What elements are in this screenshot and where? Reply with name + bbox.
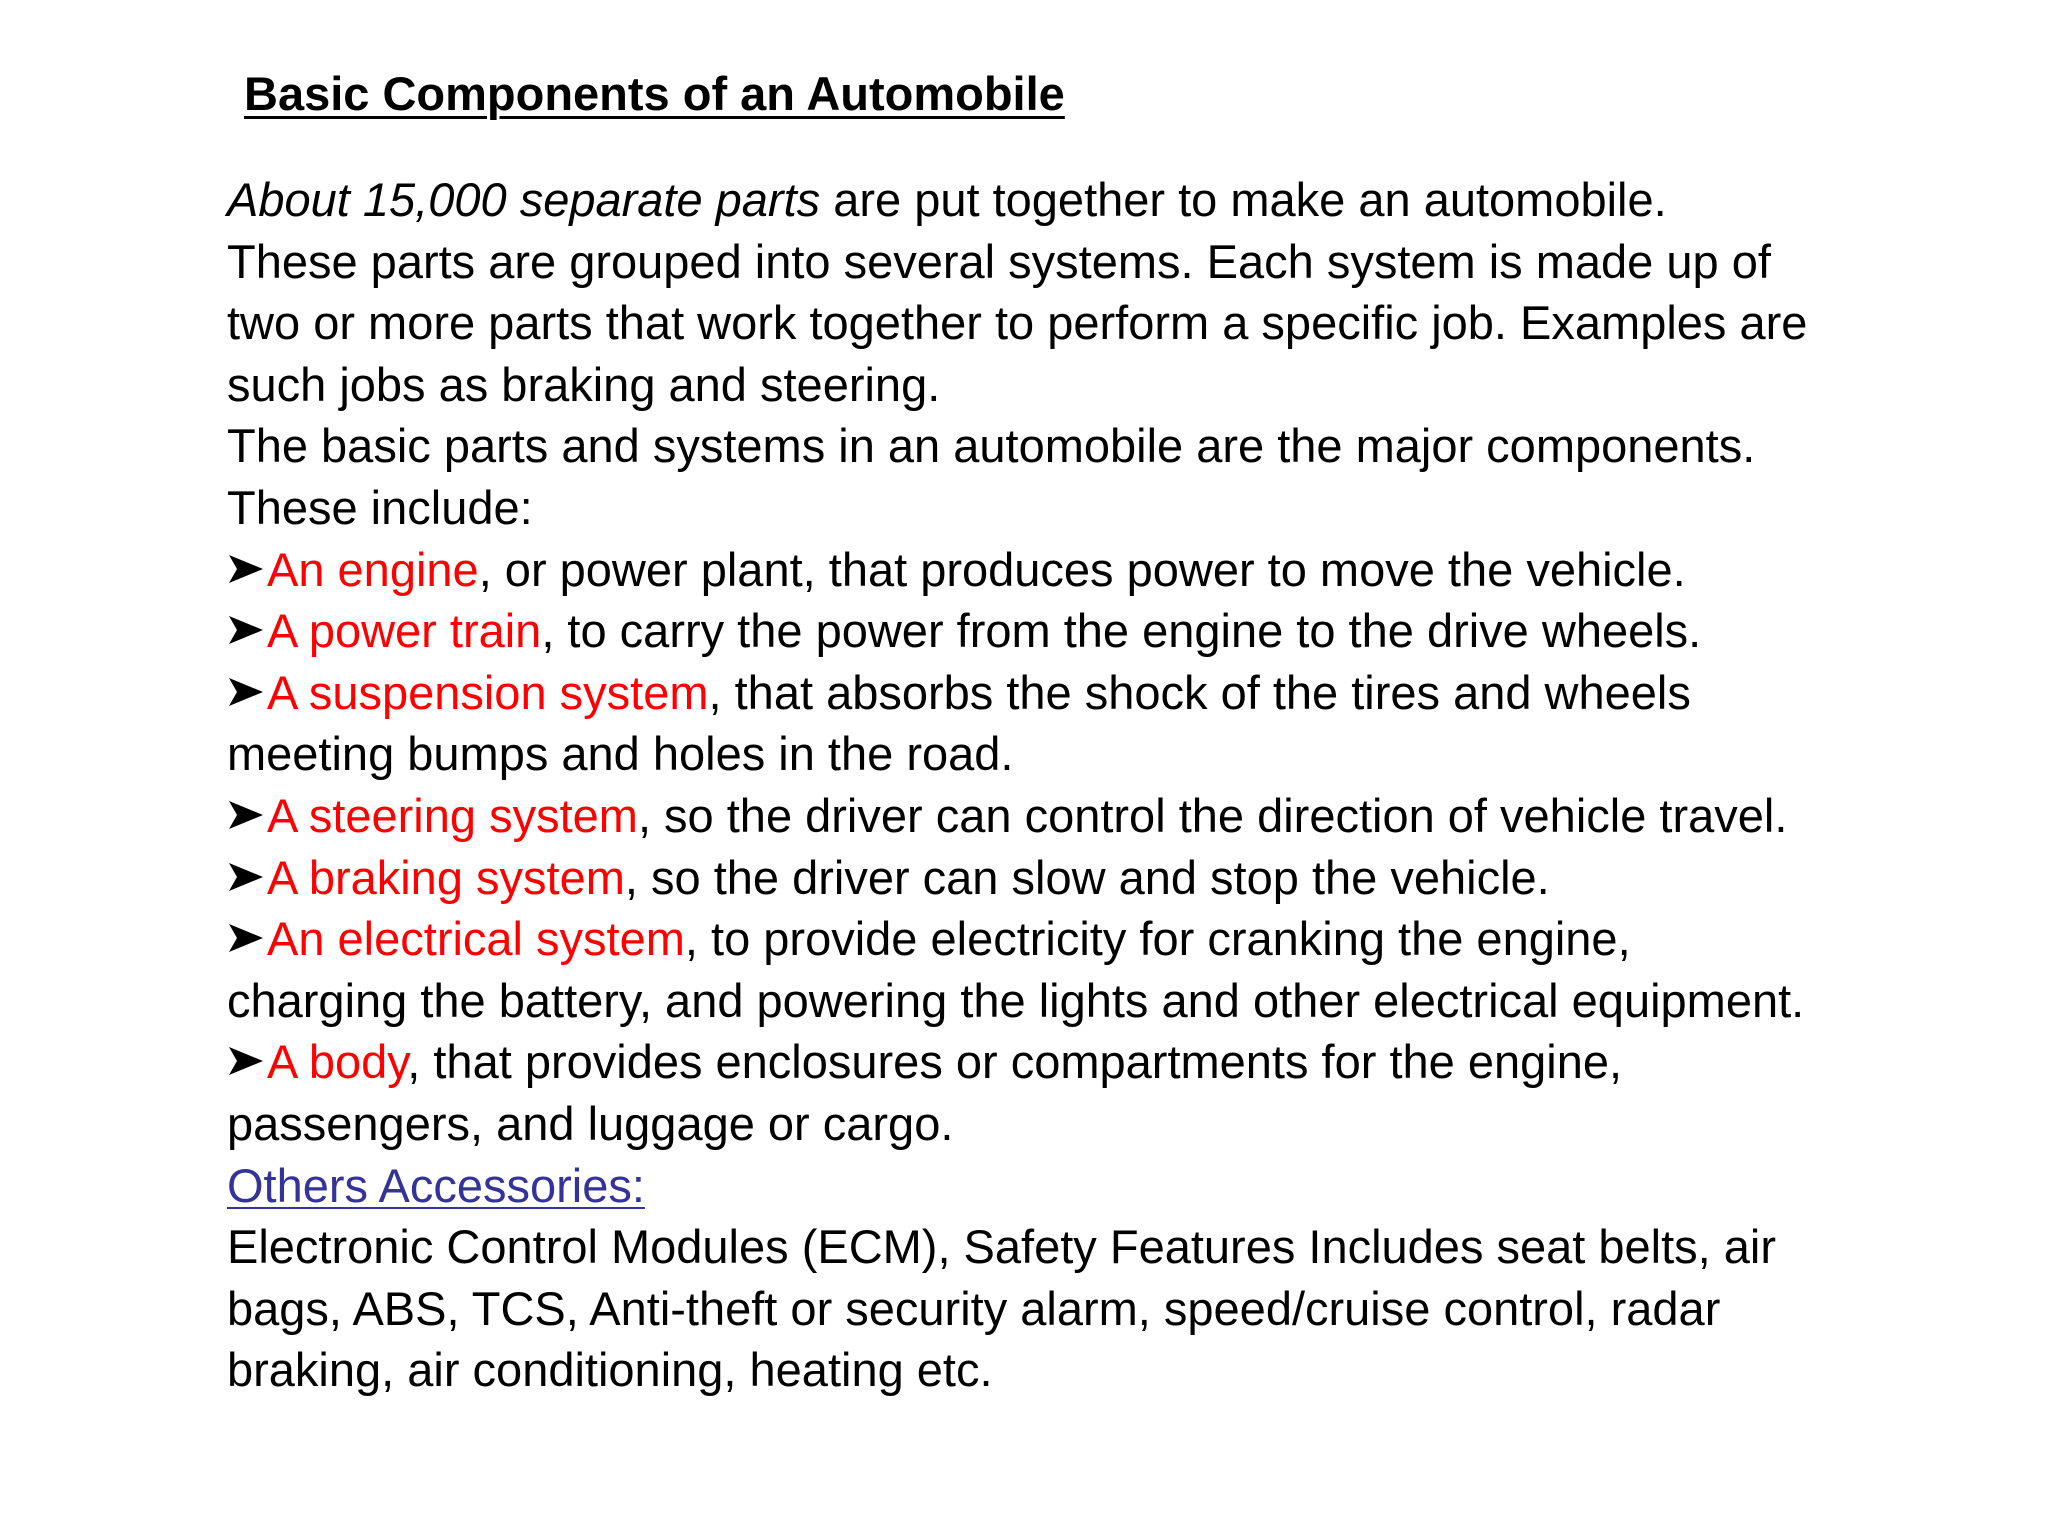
component-desc: , so the driver can control the direction of vehicle travel. — [637, 788, 1788, 842]
list-item — [227, 1031, 2017, 1093]
accessories-line-2: bags, ABS, TCS, Anti-theft or security alarm, speed/cruise control, radar — [227, 1281, 1721, 1335]
list-item — [227, 847, 2017, 909]
component-name: A suspension system — [267, 665, 709, 719]
arrowhead-bullet-icon — [227, 600, 267, 646]
intro-italic-lead: About 15,000 separate parts — [227, 173, 821, 226]
accessories-link[interactable]: Others Accessories: — [227, 1158, 645, 1212]
component-desc: , or power plant, that produces power to move the vehicle. — [478, 542, 1686, 596]
accessories-line-1: Electronic Control Modules (ECM), Safety Features Includes seat belts, air — [227, 1220, 1777, 1274]
component-name: A steering system — [267, 788, 638, 842]
component-name: An engine — [267, 542, 479, 596]
component-desc: , to provide electricity for cranking the engine, — [684, 912, 1631, 966]
intro-line-6: These include: — [227, 480, 533, 534]
arrowhead-bullet-icon — [227, 662, 267, 708]
component-desc: , so the driver can slow and stop the vehicle. — [624, 850, 1550, 904]
list-item — [227, 600, 2017, 662]
list-item-continuation: passengers, and luggage or cargo. — [227, 1096, 954, 1150]
accessories-line-3: braking, air conditioning, heating etc. — [227, 1343, 993, 1397]
list-item — [227, 662, 2017, 724]
accessories-heading — [227, 1155, 2017, 1217]
arrowhead-bullet-icon — [227, 539, 267, 585]
intro-line-2: These parts are grouped into several systems. Each system is made up of — [227, 234, 1771, 288]
intro-line-5: The basic parts and systems in an automobile are the major components. — [227, 419, 1756, 473]
intro-line-1 — [227, 169, 2017, 231]
list-item-continuation: meeting bumps and holes in the road. — [227, 727, 1014, 781]
component-name: A body — [267, 1035, 408, 1089]
list-item — [227, 908, 2017, 970]
list-item — [227, 785, 2017, 847]
slide-body — [227, 169, 2017, 1401]
arrowhead-bullet-icon — [227, 847, 267, 893]
slide-title: Basic Components of an Automobile — [244, 67, 1065, 120]
intro-line-3: two or more parts that work together to perform a specific job. Examples are — [227, 296, 1808, 350]
component-name: A power train — [267, 604, 542, 658]
arrowhead-bullet-icon — [227, 908, 267, 954]
intro-line-1-rest: are put together to make an automobile. — [820, 173, 1667, 226]
component-name: An electrical system — [267, 912, 685, 966]
list-item — [227, 539, 2017, 601]
arrowhead-bullet-icon — [227, 785, 267, 831]
intro-line-4: such jobs as braking and steering. — [227, 357, 941, 411]
component-name: A braking system — [267, 850, 625, 904]
components-list — [227, 539, 2017, 1155]
component-desc: , that absorbs the shock of the tires and wheels — [708, 665, 1691, 719]
component-desc: , that provides enclosures or compartments for the engine, — [407, 1035, 1623, 1089]
arrowhead-bullet-icon — [227, 1031, 267, 1077]
component-desc: , to carry the power from the engine to the drive wheels. — [541, 604, 1702, 658]
list-item-continuation: charging the battery, and powering the lights and other electrical equipment. — [227, 973, 1805, 1027]
